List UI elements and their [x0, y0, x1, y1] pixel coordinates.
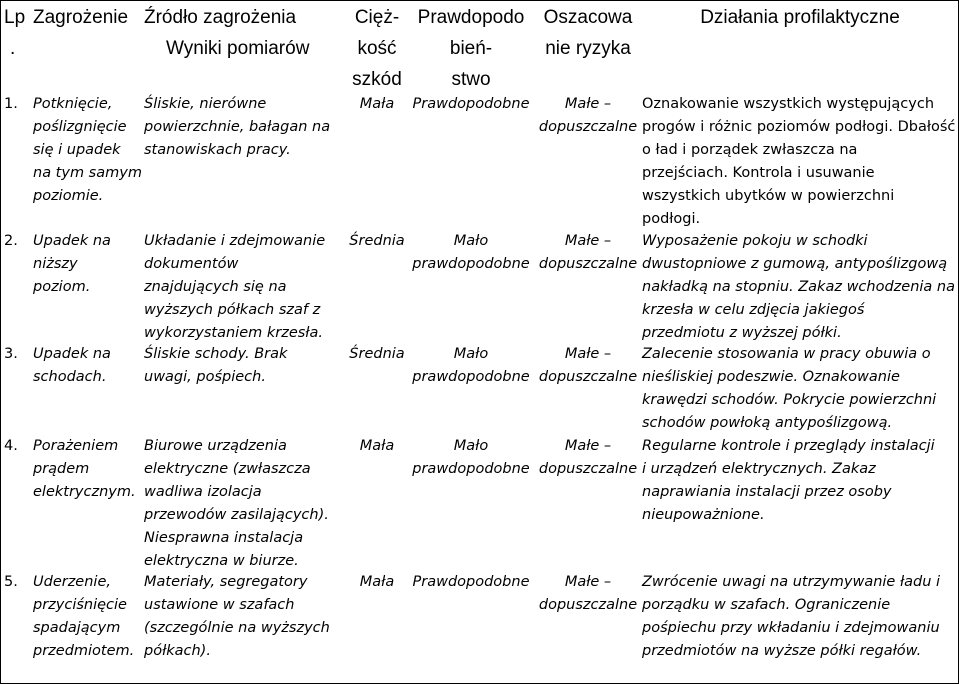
table-border-top: [0, 0, 959, 1]
row-2-dzialania-line: przedmiotu z wyższej półki.: [642, 325, 842, 341]
row-4-zrodlo-line: Niesprawna instalacja: [144, 530, 304, 546]
row-2-zrodlo-line: dokumentów: [144, 256, 239, 272]
row-3-prawdopodobienstwo: [409, 343, 533, 389]
row-1-dzialania-line: Oznakowanie wszystkich występujących: [642, 96, 935, 112]
row-2-dzialania-line: krzesła w celu zdjęcia jakiegoś: [642, 302, 865, 318]
row-1-lp: 1.: [4, 96, 18, 112]
header-oszacowanie: [537, 2, 639, 64]
header-zrodlo-line: Źródło zagrożenia: [144, 7, 297, 28]
row-2-zrodlo-line: Układanie i zdejmowanie: [144, 233, 326, 249]
header-zagrozenie: [33, 2, 128, 33]
row-5-ryzyko-line: dopuszczalne: [538, 597, 638, 613]
row-3-zrodlo-line: uwagi, pośpiech.: [144, 369, 266, 385]
row-4-zrodlo: [144, 435, 329, 573]
row-3-dzialania: [642, 343, 936, 435]
row-5-dzialania-line: Zwrócenie uwagi na utrzymywanie ładu i: [642, 574, 941, 590]
row-3-zrodlo: [144, 343, 287, 389]
row-5-prawdopodobienstwo-line: Prawdopodobne: [412, 574, 530, 590]
row-4-zagrozenie-line: Porażeniem: [33, 438, 119, 454]
row-4-zrodlo-line: wadliwa izolacja: [144, 484, 262, 500]
row-4-prawdopodobienstwo-line: prawdopodobne: [412, 461, 530, 477]
row-4-prawdopodobienstwo: [409, 435, 533, 481]
row-2-prawdopodobienstwo-line: Mało: [453, 233, 489, 249]
row-2-zagrozenie-line: niższy: [33, 256, 78, 272]
row-4-dzialania-line: i urządzeń elektrycznych. Zakaz: [642, 461, 876, 477]
header-zrodlo-line: Wyniki pomiarów: [166, 38, 310, 59]
header-dzialania: [644, 2, 956, 33]
row-4-zrodlo-line: elektryczna w biurze.: [144, 553, 299, 569]
header-zrodlo: [144, 2, 334, 64]
row-1-dzialania-line: o ład i porządek zwłaszcza na: [642, 142, 858, 158]
row-5-zagrozenie-line: Uderzenie,: [33, 574, 111, 590]
row-1-dzialania-line: przejściach. Kontrola i usuwanie: [642, 165, 875, 181]
row-1-zrodlo-line: powierzchnie, bałagan na: [144, 119, 331, 135]
header-prawdopodobienstwo-line: stwo: [451, 69, 491, 90]
header-zagrozenie-line: Zagrożenie: [33, 7, 129, 28]
row-2-zrodlo-line: znajdujących się na: [144, 279, 287, 295]
row-3-ciezkosc-line: Średnia: [349, 346, 405, 362]
row-1-zrodlo: [144, 93, 330, 162]
row-5-dzialania: [642, 571, 940, 663]
row-1-ciezkosc-line: Mała: [359, 96, 395, 112]
row-2-zagrozenie-line: poziom.: [33, 279, 91, 295]
row-1-zagrozenie-line: poziomie.: [33, 188, 104, 204]
row-2-ryzyko-line: Małe –: [564, 233, 612, 249]
row-4-lp: 4.: [4, 438, 18, 454]
row-5-zrodlo-line: Materiały, segregatory: [144, 574, 308, 590]
row-4-ryzyko-line: dopuszczalne: [538, 461, 638, 477]
header-lp-line: .: [10, 38, 16, 59]
row-4-ciezkosc-line: Mała: [359, 438, 395, 454]
header-prawdopodobienstwo: [411, 2, 531, 95]
row-5-zagrozenie-line: spadającym: [33, 620, 121, 636]
row-1-ryzyko-line: Małe –: [564, 96, 612, 112]
row-2-dzialania-line: dwustopniowe z gumową, antypoślizgową: [642, 256, 948, 272]
row-4-dzialania-line: nieupoważnione.: [642, 507, 765, 523]
header-lp-line: Lp: [4, 7, 26, 28]
row-5-ryzyko-line: Małe –: [564, 574, 612, 590]
row-2-zrodlo: [144, 230, 325, 345]
row-4-dzialania-line: Regularne kontrole i przeglądy instalacji: [642, 438, 935, 454]
row-4-zrodlo-line: przewodów zasilających).: [144, 507, 329, 523]
row-1-dzialania-line: podłogi.: [642, 211, 701, 227]
row-1-zrodlo-line: Śliskie, nierówne: [144, 96, 267, 112]
row-1-dzialania: [642, 93, 955, 231]
row-3-ciezkosc: [342, 343, 412, 366]
row-5-zrodlo-line: ustawione w szafach: [144, 597, 295, 613]
row-5-zrodlo: [144, 571, 330, 663]
row-5-ciezkosc-line: Mała: [359, 574, 395, 590]
row-5-dzialania-line: pośpiechu przy wkładaniu i zdejmowaniu: [642, 620, 940, 636]
row-2-zrodlo-line: wykorzystaniem krzesła.: [144, 325, 323, 341]
row-3-dzialania-line: krawędzi schodów. Pokrycie powierzchni: [642, 392, 937, 408]
row-3-zagrozenie: [33, 343, 111, 389]
row-5-zagrozenie: [33, 571, 134, 663]
row-1-prawdopodobienstwo-line: Prawdopodobne: [412, 96, 530, 112]
row-1-ciezkosc: [346, 93, 408, 116]
row-3-ryzyko-line: dopuszczalne: [538, 369, 638, 385]
row-3-prawdopodobienstwo-line: Mało: [453, 346, 489, 362]
row-1-zagrozenie-line: się i upadek: [33, 142, 121, 158]
row-3-dzialania-line: schodów powłoką antypoślizgową.: [642, 415, 893, 431]
row-3-ryzyko-line: Małe –: [564, 346, 612, 362]
row-5-zrodlo-line: (szczególnie na wyższych: [144, 620, 330, 636]
header-oszacowanie-line: Oszacowa: [543, 7, 633, 28]
header-prawdopodobienstwo-line: Prawdopodo: [417, 7, 525, 28]
row-1-zagrozenie-line: poślizgnięcie: [33, 119, 127, 135]
row-5-zagrozenie-line: przedmiotem.: [33, 643, 135, 659]
row-5-dzialania-line: przedmiotów na wyższe półki regałów.: [642, 643, 922, 659]
row-5-zrodlo-line: półkach).: [144, 643, 211, 659]
row-5-ryzyko: [535, 571, 641, 617]
row-1-zagrozenie-line: Potknięcie,: [33, 96, 113, 112]
row-5-ciezkosc: [346, 571, 408, 594]
header-prawdopodobienstwo-line: bień-: [449, 38, 493, 59]
row-4-ryzyko-line: Małe –: [564, 438, 612, 454]
row-3-ryzyko: [535, 343, 641, 389]
row-2-dzialania: [642, 230, 955, 345]
row-2-ciezkosc-line: Średnia: [349, 233, 405, 249]
row-1-ryzyko-line: dopuszczalne: [538, 119, 638, 135]
row-1-zagrozenie-line: na tym samym: [33, 165, 142, 181]
row-3-dzialania-line: Zalecenie stosowania w pracy obuwia o: [642, 346, 931, 362]
row-1-prawdopodobienstwo: [409, 93, 533, 116]
row-5-lp: 5.: [4, 574, 18, 590]
row-5-dzialania-line: porządku w szafach. Ograniczenie: [642, 597, 891, 613]
header-ciezkosc-line: Cięż-: [354, 7, 400, 28]
row-2-dzialania-line: nakładką na stopniu. Zakaz wchodzenia na: [642, 279, 955, 295]
row-2-prawdopodobienstwo: [409, 230, 533, 276]
row-2-ryzyko: [535, 230, 641, 276]
header-ciezkosc-line: kość: [357, 38, 397, 59]
row-4-zagrozenie-line: prądem: [33, 461, 90, 477]
row-2-prawdopodobienstwo-line: prawdopodobne: [412, 256, 530, 272]
row-4-dzialania: [642, 435, 935, 527]
row-5-zagrozenie-line: przyciśnięcie: [33, 597, 127, 613]
header-ciezkosc-line: szkód: [352, 69, 402, 90]
header-oszacowanie-line: nie ryzyka: [545, 38, 631, 59]
row-4-zrodlo-line: elektryczne (zwłaszcza: [144, 461, 311, 477]
row-5-prawdopodobienstwo: [409, 571, 533, 594]
header-lp: [4, 2, 34, 64]
row-4-zagrozenie: [33, 435, 136, 504]
row-4-zagrozenie-line: elektrycznym.: [33, 484, 136, 500]
header-ciezkosc: [346, 2, 408, 95]
row-1-ryzyko: [535, 93, 641, 139]
table-border-left: [0, 0, 1, 684]
row-2-zagrozenie: [33, 230, 111, 299]
row-1-zagrozenie: [33, 93, 142, 208]
row-2-zrodlo-line: wyższych półkach szaf z: [144, 302, 321, 318]
row-4-ryzyko: [535, 435, 641, 481]
row-4-prawdopodobienstwo-line: Mało: [453, 438, 489, 454]
row-2-ciezkosc: [342, 230, 412, 253]
row-3-prawdopodobienstwo-line: prawdopodobne: [412, 369, 530, 385]
row-1-dzialania-line: progów i różnic poziomów podłogi. Dbałość: [642, 119, 956, 135]
row-1-zrodlo-line: stanowiskach pracy.: [144, 142, 291, 158]
row-2-zagrozenie-line: Upadek na: [33, 233, 111, 249]
row-3-zagrozenie-line: Upadek na: [33, 346, 111, 362]
row-4-zrodlo-line: Biurowe urządzenia: [144, 438, 287, 454]
header-dzialania-line: Działania profilaktyczne: [700, 7, 900, 28]
row-2-lp: 2.: [4, 233, 18, 249]
row-4-dzialania-line: naprawiania instalacji przez osoby: [642, 484, 892, 500]
row-3-lp: 3.: [4, 346, 18, 362]
row-2-ryzyko-line: dopuszczalne: [538, 256, 638, 272]
row-4-ciezkosc: [346, 435, 408, 458]
row-1-dzialania-line: wszystkich ubytków w powierzchni: [642, 188, 895, 204]
row-3-dzialania-line: nieśliskiej podeszwie. Oznakowanie: [642, 369, 900, 385]
row-2-dzialania-line: Wyposażenie pokoju w schodki: [642, 233, 868, 249]
row-3-zagrozenie-line: schodach.: [33, 369, 107, 385]
row-3-zrodlo-line: Śliskie schody. Brak: [144, 346, 288, 362]
